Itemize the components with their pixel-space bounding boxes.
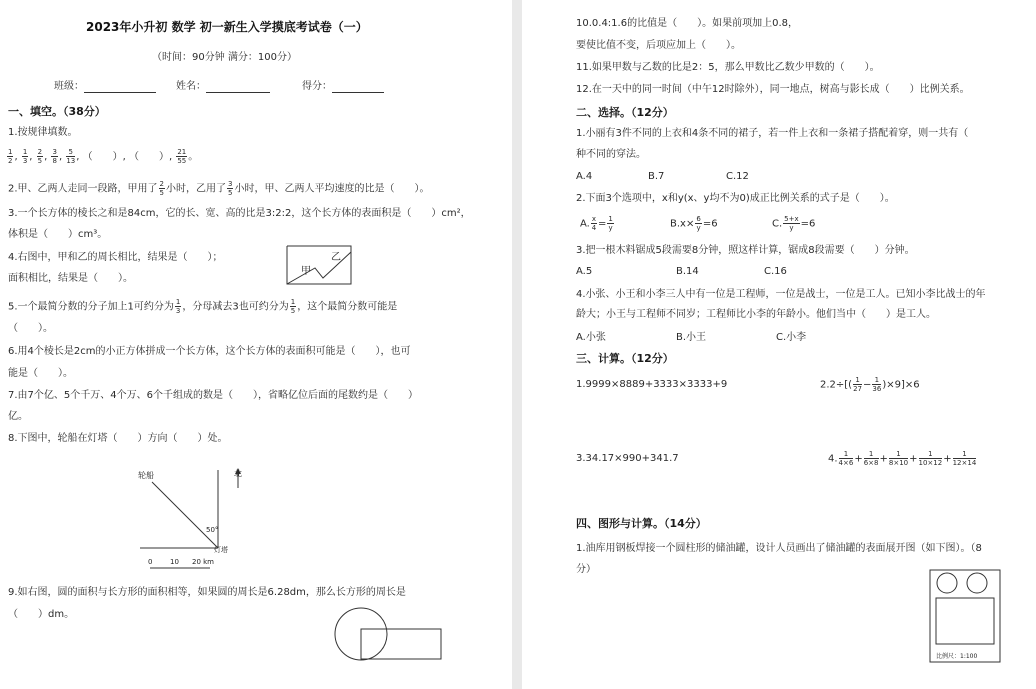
c1-option-b[interactable]: B.7 [648, 171, 665, 182]
c4-option-c[interactable]: C.小李 [776, 332, 807, 343]
c3-option-b[interactable]: B.14 [676, 266, 699, 277]
section1-title: 一、填空。（38分） [8, 105, 106, 118]
calc3-text: 3.34.17×990+341.7 [576, 453, 679, 464]
q5-line1: 5.一个最简分数的分子加上1可约分为 $\frac{1}{3}$ ，分母减去3也可约分为 $\frac{1}{5}$ ，这个最简分数可能是 [8, 298, 398, 315]
fraction: $\frac{1}{36}$ [872, 376, 882, 393]
fraction: $\frac{1}{3}$ [175, 298, 181, 315]
q11-text: 11.如果甲数与乙数的比是2：5，那么甲数比乙数少甲数的（ ）。 [576, 62, 880, 73]
q8-angle-label: 50° [206, 526, 219, 534]
fraction: $\frac{1}{4\times 6}$ [838, 450, 854, 467]
fraction: $\frac{1}{8\times 10}$ [888, 450, 909, 467]
c3-text: 3.把一根木料锯成5段需要8分钟，照这样计算，锯成8段需要（ ）分钟。 [576, 245, 915, 256]
q4-label-yi: 乙 [331, 252, 341, 263]
c4-option-a[interactable]: A.小张 [576, 332, 606, 343]
c1-line2: 种不同的穿法。 [576, 149, 646, 160]
c4-line2: 龄大；小王与工程师不同岁；工程师比小李的年龄小。他们当中（ ）是工人。 [576, 309, 936, 320]
fraction: $\frac{5}{13}$ [66, 148, 76, 165]
q4-figure [285, 244, 353, 286]
q4-line2: 面积相比，结果是（ ）。 [8, 273, 133, 284]
q8-scale-10: 10 [170, 558, 179, 566]
c4-line1: 4.小张、小王和小李三人中有一位是工程师，一位是战士，一位是工人。已知小李比战士的年 [576, 289, 986, 300]
name-field-label: 姓名： [176, 81, 206, 92]
q8-tower-label: 灯塔 [214, 546, 228, 554]
score-blank[interactable] [332, 81, 384, 93]
g1-net-figure [928, 568, 1002, 664]
c4-option-b[interactable]: B.小王 [676, 332, 707, 343]
fraction: $\frac{1}{2}$ [8, 148, 13, 165]
c1-option-c[interactable]: C.12 [726, 171, 749, 182]
q8-text: 8.下图中，轮船在灯塔（ ）方向（ ）处。 [8, 433, 228, 444]
q10-line2: 要使比值不变，后项应加上（ ）。 [576, 40, 741, 51]
c2-option-b[interactable]: B.x× $\frac{6}{y}$ =6 [670, 215, 718, 232]
c3-option-a[interactable]: A.5 [576, 266, 593, 277]
score-field[interactable] [302, 80, 384, 93]
c2-option-c[interactable]: C. $\frac{5+x}{y}$ =6 [772, 215, 816, 232]
fraction: $\frac{1}{6\times 8}$ [863, 450, 879, 467]
calc1-text: 1.9999×8889+3333×3333+9 [576, 379, 728, 390]
c2-option-a[interactable]: A. $\frac{x}{4}$ = $\frac{1}{y}$ [580, 215, 613, 232]
class-blank[interactable] [84, 81, 156, 93]
exam-page-left [0, 0, 512, 689]
fraction: $\frac{2}{5}$ [37, 148, 43, 165]
calc4-text: 4. $\frac{1}{4\times 6}$ + $\frac{1}{6\times 8}$ + $\frac{1}{8\times 10}$ + $\frac{1}{10\times 12}$ + $\frac{1}{12\times 14}$ [828, 450, 977, 467]
fraction: $\frac{1}{27}$ [853, 376, 863, 393]
section4-title: 四、图形与计算。（14分） [576, 517, 707, 530]
exam-title: 2023年小升初 数学 初一新生入学摸底考试卷（一） [86, 20, 368, 34]
q8-scale-20: 20 km [192, 558, 215, 566]
fraction: $\frac{2}{5}$ [159, 180, 165, 197]
q6-line1: 6.用4个棱长是2cm的小正方体拼成一个长方体，这个长方体的表面积可能是（ ），也可 [8, 346, 411, 357]
class-field-label: 班级： [54, 81, 84, 92]
fraction: $\frac{1}{y}$ [608, 215, 613, 232]
fraction: $\frac{3}{5}$ [228, 180, 233, 197]
name-field[interactable] [176, 80, 270, 93]
c1-option-a[interactable]: A.4 [576, 171, 593, 182]
q1-text: 1.按规律填数。 [8, 127, 78, 138]
q5-line2: （ ）。 [8, 323, 53, 334]
q3-line2: 体积是（ ）cm³。 [8, 229, 108, 240]
exam-page-right [522, 0, 1036, 689]
q4-line1: 4.右图中，甲和乙的周长相比，结果是（ ）； [8, 252, 223, 263]
exam-subtitle: （时间：90分钟 满分：100分） [152, 52, 297, 63]
fraction: $\frac{1}{5}$ [290, 298, 296, 315]
class-field[interactable] [54, 80, 156, 93]
q8-ship-label: 轮船 [138, 471, 154, 480]
q8-scale-0: 0 [148, 558, 153, 566]
fraction: $\frac{21}{55}$ [177, 148, 187, 165]
q1-sequence: $\frac{1}{2}$ , $\frac{1}{3}$ , $\frac{2}{5}$ , $\frac{3}{8}$ , $\frac{5}{13}$ , （ ）, （ ）, $\frac{21}{55}$ 。 [8, 148, 199, 165]
fraction: $\frac{1}{10\times 12}$ [918, 450, 943, 467]
q8-north-label: 北 [234, 469, 242, 478]
fraction: $\frac{1}{3}$ [22, 148, 28, 165]
c1-line1: 1.小丽有3件不同的上衣和4条不同的裙子，若一件上衣和一条裙子搭配着穿，则一共有（ [576, 128, 969, 139]
section3-title: 三、计算。（12分） [576, 352, 674, 365]
q3-line1: 3.一个长方体的棱长之和是84cm，它的长、宽、高的比是3:2:2，这个长方体的表面积是（ ）cm²， [8, 208, 471, 219]
q9-figure [334, 604, 444, 666]
g1-scale-label: 比例尺：1:100 [936, 653, 978, 660]
q2-text: 2.甲、乙两人走同一段路，甲用了 $\frac{2}{5}$ 小时，乙用了 $\frac{3}{5}$ 小时，甲、乙两人平均速度的比是（ ）。 [8, 180, 430, 197]
q7-line1: 7.由7个亿、5个千万、4个万、6个千组成的数是（ ），省略亿位后面的尾数约是（ ） [8, 390, 418, 401]
q8-map [130, 462, 250, 572]
fraction: $\frac{x}{4}$ [591, 215, 597, 232]
q6-line2: 能是（ ）。 [8, 368, 73, 379]
q1-blank-2[interactable]: （ ） [128, 151, 169, 163]
g1-line1: 1.油库用钢板焊接一个圆柱形的储油罐，设计人员画出了储油罐的表面展开图（如下图）。（8 [576, 543, 982, 554]
section2-title: 二、选择。（12分） [576, 106, 674, 119]
q9-line1: 9.如右图，圆的面积与长方形的面积相等，如果圆的周长是6.28dm，那么长方形的周长是 [8, 587, 406, 598]
c2-text: 2.下面3个选项中，x和y(x、y均不为0)成正比例关系的式子是（ ）。 [576, 193, 895, 204]
fraction: $\frac{6}{y}$ [696, 215, 701, 232]
q12-text: 12.在一天中的同一时间（中午12时除外），同一地点，树高与影长成（ ）比例关系。 [576, 84, 970, 95]
g1-line2: 分） [576, 564, 596, 575]
q4-label-jia: 甲 [301, 266, 311, 277]
q10-line1: 10.0.4:1.6的比值是（ ）。如果前项加上0.8， [576, 18, 798, 29]
name-blank[interactable] [206, 81, 270, 93]
q9-line2: （ ）dm。 [8, 609, 75, 620]
fraction: $\frac{5+x}{y}$ [784, 215, 799, 232]
c3-option-c[interactable]: C.16 [764, 266, 787, 277]
fraction: $\frac{1}{12\times 14}$ [952, 450, 977, 467]
q7-line2: 亿。 [8, 411, 28, 422]
fraction: $\frac{3}{8}$ [52, 148, 57, 165]
calc2-text: 2.2÷[( $\frac{1}{27}$ − $\frac{1}{36}$ )×9]×6 [820, 376, 920, 393]
score-field-label: 得分： [302, 81, 332, 92]
q1-blank-1[interactable]: （ ） [82, 151, 123, 163]
